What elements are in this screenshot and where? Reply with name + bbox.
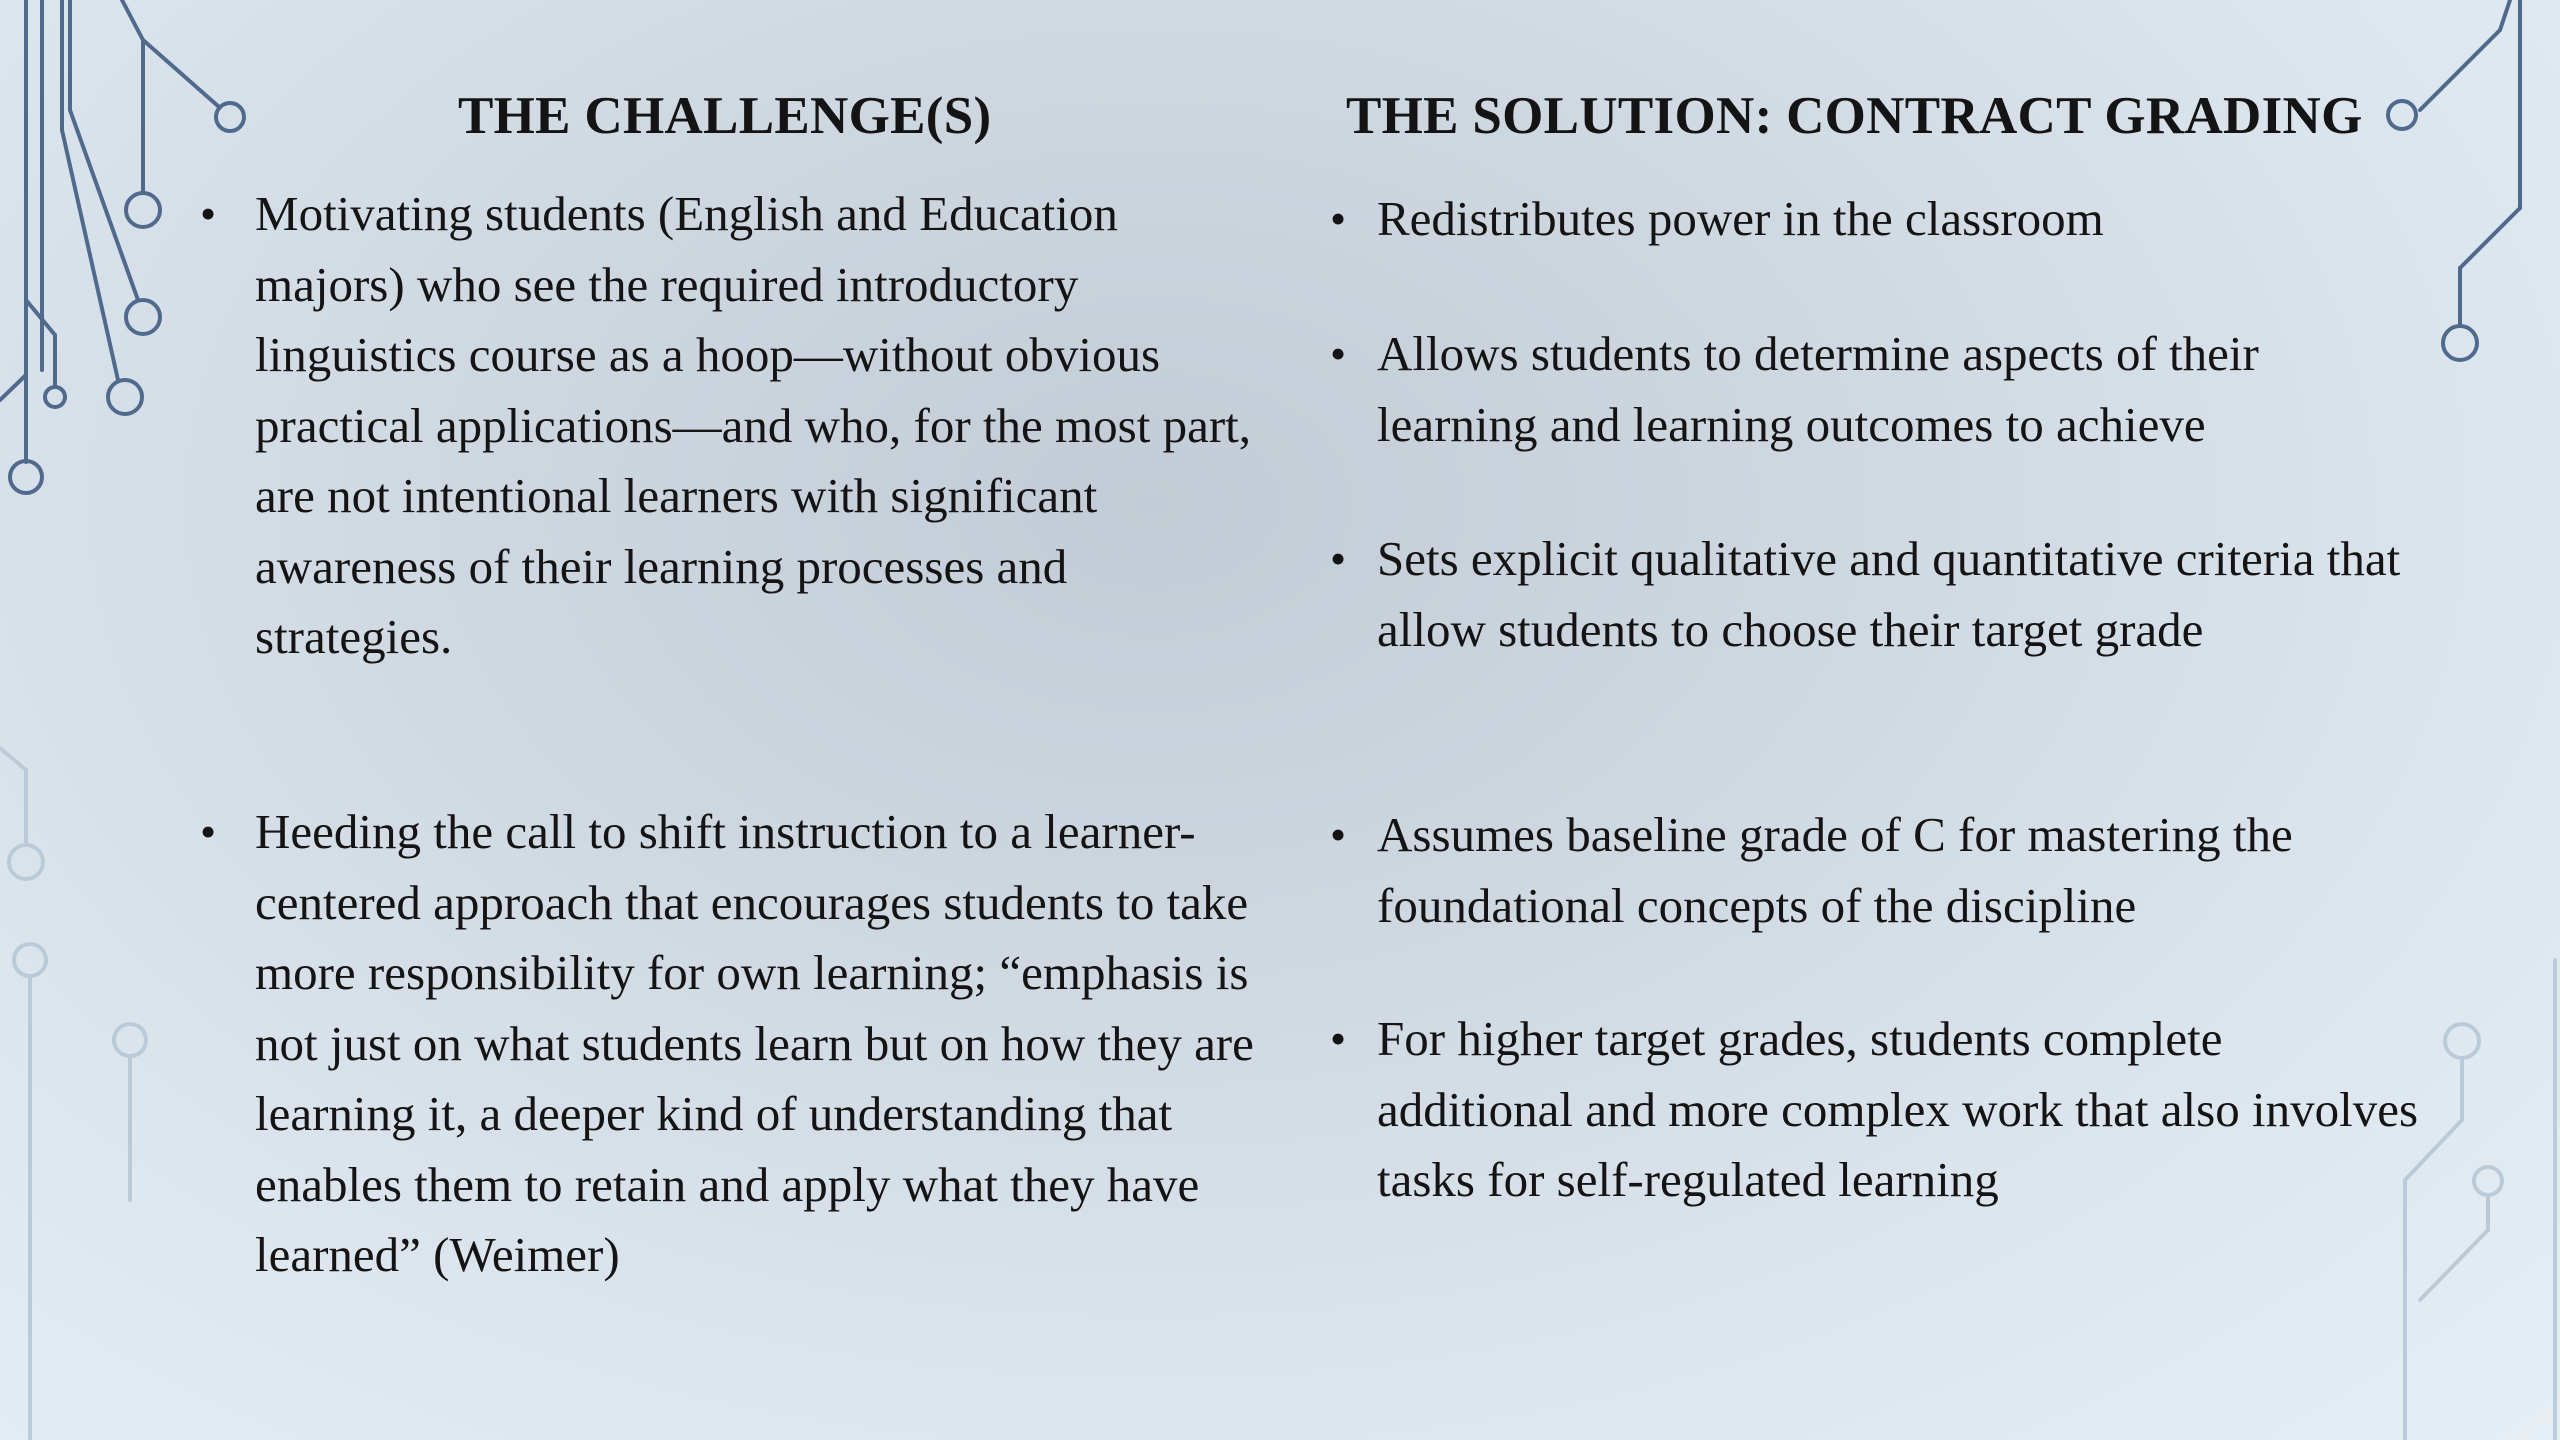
challenge-text: Heeding the call to shift instruction to a learner-centered approach that encourages students to take more responsibility for own learning; “emphasis is not just on what students learn but on how they are learning it, a deeper kind of understanding that enables them to retain and apply what they have learned” (Weimer) (255, 804, 1254, 1282)
bullet-icon: • (200, 188, 217, 239)
bullet-icon: • (1330, 193, 1347, 244)
challenge-item (200, 797, 1260, 1291)
bullet-icon: • (1330, 809, 1347, 860)
challenge-text: Motivating students (English and Education majors) who see the required introductory linguistics course as a hoop—without obvious practical applications—and who, for the most part, are not intentional learners with significant awareness of their learning processes and strategies. (255, 186, 1252, 664)
bullet-icon: • (1330, 533, 1347, 584)
solution-item (1330, 800, 2420, 941)
challenge-item (200, 179, 1260, 673)
solutions-heading: THE SOLUTION: CONTRACT GRADING (1346, 87, 2363, 145)
solution-item (1330, 184, 2420, 255)
solution-item (1330, 1004, 2420, 1216)
solution-item (1330, 524, 2420, 665)
bullet-icon: • (1330, 1013, 1347, 1064)
solution-text: For higher target grades, students complete additional and more complex work that also involves tasks for self-regulated learning (1377, 1011, 2419, 1207)
solution-item (1330, 319, 2420, 460)
bullet-icon: • (1330, 328, 1347, 379)
solution-text: Allows students to determine aspects of their learning and learning outcomes to achieve (1377, 326, 2259, 452)
challenges-heading: THE CHALLENGE(S) (458, 87, 992, 145)
solution-text: Redistributes power in the classroom (1377, 191, 2104, 246)
bullet-icon: • (200, 806, 217, 857)
solution-text: Assumes baseline grade of C for mastering the foundational concepts of the discipline (1377, 807, 2293, 933)
solution-text: Sets explicit qualitative and quantitative criteria that allow students to choose their target grade (1377, 531, 2401, 657)
